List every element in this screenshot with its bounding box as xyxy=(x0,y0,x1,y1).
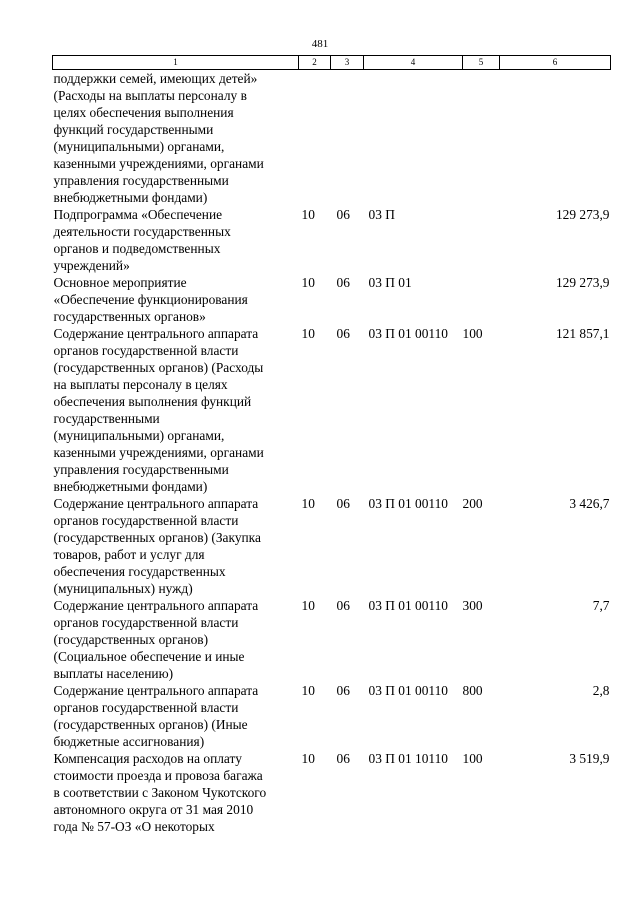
row-section-cell: 10 xyxy=(301,275,315,290)
row-section-cell: 10 xyxy=(301,751,315,766)
row-subsection-cell: 06 xyxy=(336,496,350,511)
row-target-article-cell: 03 П 01 00110 xyxy=(368,598,448,613)
row-subsection-cell xyxy=(331,70,364,207)
row-expense-type-cell: 100 xyxy=(462,326,483,341)
row-amount-cell: 7,7 xyxy=(592,598,610,613)
row-target-article-cell xyxy=(364,70,463,207)
table-row xyxy=(53,206,611,274)
row-expense-type-cell: 100 xyxy=(462,751,483,766)
column-header-4: 4 xyxy=(364,56,463,70)
row-target-article-cell: 03 П 01 10110 xyxy=(368,751,448,766)
row-subsection-cell: 06 xyxy=(336,751,350,766)
row-name-cell: Компенсация расходов на оплату стоимости проезда и провоза багажа в соответствии с Законом Чукотского автономного округа от 31 мая 2010 года № 57-ОЗ «О некоторых xyxy=(53,751,267,834)
row-name-cell: Содержание центрального аппарата органов государственной власти (государственных органов) (Иные бюджетные ассигнования) xyxy=(53,683,259,749)
row-name-cell: Содержание центрального аппарата органов государственной власти (государственных органов) (Закупка товаров, работ и услуг для обеспечения государственных (муниципальных) нужд) xyxy=(53,496,261,596)
row-name-cell: Основное мероприятие «Обеспечение функционирования государственных органов» xyxy=(53,275,248,324)
table-header xyxy=(53,56,611,70)
row-expense-type-cell xyxy=(463,70,500,207)
row-expense-type-cell xyxy=(463,206,500,274)
row-name-cell: Содержание центрального аппарата органов государственной власти (государственных органов) (Социальное обеспечение и иные выплаты населению) xyxy=(53,598,259,681)
row-target-article-cell: 03 П 01 00110 xyxy=(368,683,448,698)
row-subsection-cell: 06 xyxy=(336,683,350,698)
row-expense-type-cell: 300 xyxy=(462,598,483,613)
table-body xyxy=(53,70,611,836)
row-expense-type-cell xyxy=(463,274,500,325)
row-target-article-cell: 03 П 01 00110 xyxy=(368,496,448,511)
budget-table xyxy=(52,55,611,835)
row-subsection-cell: 06 xyxy=(336,207,350,222)
row-expense-type-cell: 200 xyxy=(462,496,483,511)
page-number: 481 xyxy=(311,38,329,50)
row-name-cell: поддержки семей, имеющих детей» (Расходы на выплаты персоналу в целях обеспечения выполнения функций государственными (муниципальными) органами, казенными учреждениями, органами управления государственными внебюджетными фондами) xyxy=(53,71,264,205)
row-amount-cell: 2,8 xyxy=(592,683,610,698)
column-header-2: 2 xyxy=(299,56,331,70)
column-header-6: 6 xyxy=(500,56,611,70)
row-amount-cell: 121 857,1 xyxy=(555,326,610,341)
row-amount-cell: 3 426,7 xyxy=(569,496,610,511)
row-section-cell: 10 xyxy=(301,326,315,341)
row-section-cell xyxy=(299,70,331,207)
row-target-article-cell: 03 П xyxy=(368,207,395,222)
row-name-cell: Подпрограмма «Обеспечение деятельности государственных органов и подведомственных учреждений» xyxy=(53,207,231,273)
row-expense-type-cell: 800 xyxy=(462,683,483,698)
row-section-cell: 10 xyxy=(301,683,315,698)
column-header-5: 5 xyxy=(463,56,500,70)
column-header-3: 3 xyxy=(331,56,364,70)
row-section-cell: 10 xyxy=(301,598,315,613)
row-amount-cell: 3 519,9 xyxy=(569,751,610,766)
table-row xyxy=(53,70,611,207)
row-subsection-cell: 06 xyxy=(336,326,350,341)
row-section-cell: 10 xyxy=(301,496,315,511)
row-section-cell: 10 xyxy=(301,207,315,222)
table-row xyxy=(53,495,611,597)
row-target-article-cell: 03 П 01 00110 xyxy=(368,326,448,341)
table-row xyxy=(53,682,611,750)
row-target-article-cell: 03 П 01 xyxy=(368,275,412,290)
table-row xyxy=(53,274,611,325)
table-row xyxy=(53,750,611,835)
table-row xyxy=(53,325,611,495)
row-amount-cell: 129 273,9 xyxy=(555,275,610,290)
row-name-cell: Содержание центрального аппарата органов государственной власти (государственных органов) (Расходы на выплаты персоналу в целях обеспечения выполнения функций государственными (муниципальными) органами, казенными учреждениями, органами управления государственными внебюджетными фондами) xyxy=(53,326,264,494)
row-subsection-cell: 06 xyxy=(336,275,350,290)
column-header-1: 1 xyxy=(53,56,299,70)
row-amount-cell xyxy=(500,70,611,207)
table-row xyxy=(53,597,611,682)
row-subsection-cell: 06 xyxy=(336,598,350,613)
row-amount-cell: 129 273,9 xyxy=(555,207,610,222)
